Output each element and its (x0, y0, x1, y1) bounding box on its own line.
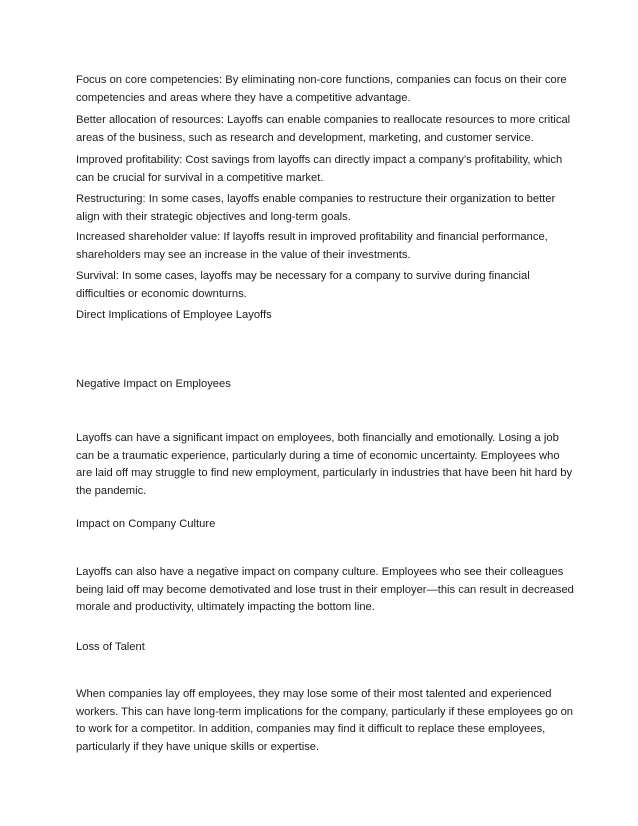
paragraph-restructuring: Restructuring: In some cases, layoffs enable companies to restructure their organization to better align with their strategic objectives and long-term goals. (76, 193, 556, 223)
paragraph-survival: Survival: In some cases, layoffs may be necessary for a company to survive during financial difficulties or economic downturns. (76, 270, 530, 300)
paragraph-negative-impact: Layoffs can have a significant impact on employees, both financially and emotionally. Losing a job can be a traumatic experience, particularly during a time of economic uncertainty. Employees who are laid off may struggle to find new employment, particularly in industries that have been hit hard by the pandemic. (76, 432, 573, 497)
heading-company-culture: Impact on Company Culture (76, 518, 216, 530)
paragraph-company-culture: Layoffs can also have a negative impact on company culture. Employees who see their colleagues being laid off may become demotivated and lose trust in their employer—this can result in decreased morale and productivity, ultimately impacting the bottom line. (76, 566, 574, 613)
paragraph-core-competencies: Focus on core competencies: By eliminating non-core functions, companies can focus on their core competencies and areas where they have a competitive advantage. (76, 74, 567, 104)
paragraph-loss-of-talent: When companies lay off employees, they may lose some of their most talented and experienced workers. This can have long-term implications for the company, particularly if these employees go on to work for a competitor. In addition, companies may find it difficult to replace these employees, particularly if they have unique skills or expertise. (76, 688, 574, 753)
heading-direct-implications: Direct Implications of Employee Layoffs (76, 309, 272, 321)
heading-loss-of-talent: Loss of Talent (76, 641, 145, 653)
paragraph-shareholder-value: Increased shareholder value: If layoffs result in improved profitability and financial performance, shareholders may see an increase in the value of their investments. (76, 231, 548, 261)
paragraph-resource-allocation: Better allocation of resources: Layoffs can enable companies to reallocate resources to more critical areas of the business, such as research and development, marketing, and customer service. (76, 114, 571, 144)
paragraph-improved-profitability: Improved profitability: Cost savings from layoffs can directly impact a company’s profitability, which can be crucial for survival in a competitive market. (76, 154, 563, 184)
heading-negative-impact: Negative Impact on Employees (76, 378, 231, 390)
